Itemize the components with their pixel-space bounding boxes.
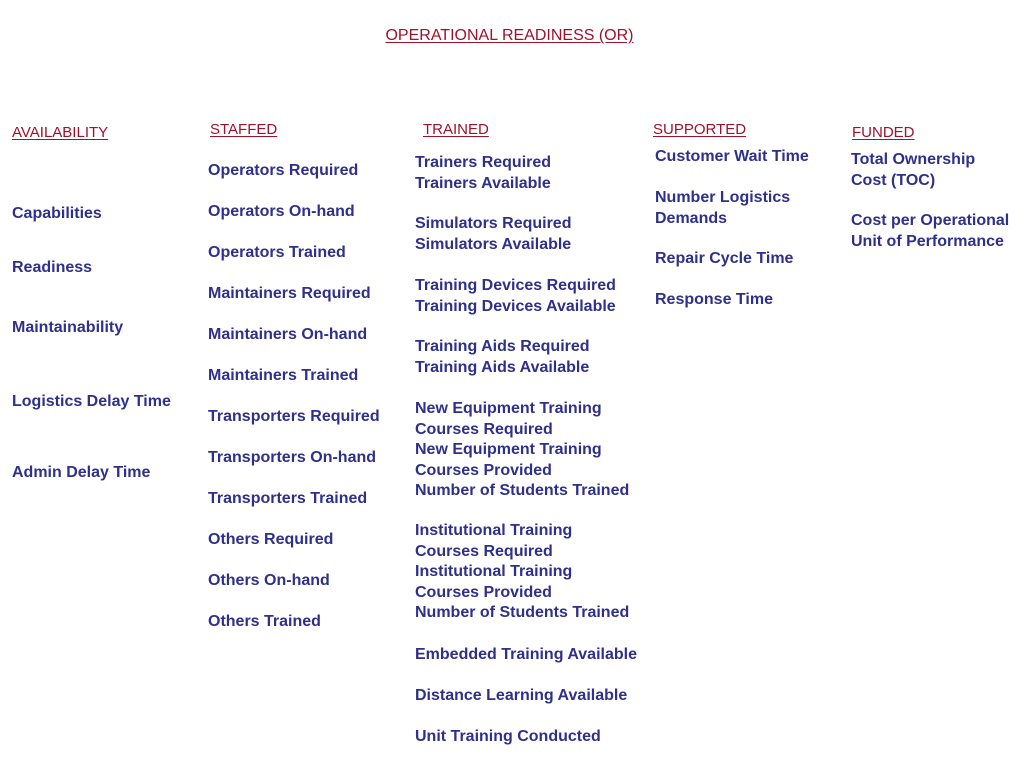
supported-item: Repair Cycle Time xyxy=(655,250,794,267)
staffed-item: Operators On-hand xyxy=(208,203,355,220)
staffed-item: Others Required xyxy=(208,531,334,548)
staffed-item: Others Trained xyxy=(208,613,321,630)
trained-item: Distance Learning Available xyxy=(415,687,628,704)
availability-heading: AVAILABILITY xyxy=(12,124,109,141)
supported-item: Response Time xyxy=(655,291,773,308)
supported-heading: SUPPORTED xyxy=(653,121,747,138)
supported-item: Customer Wait Time xyxy=(655,148,809,165)
staffed-item: Maintainers Required xyxy=(208,285,371,302)
funded-heading: FUNDED xyxy=(852,124,915,141)
trained-item: Unit Training Conducted xyxy=(415,728,601,745)
trained-item: Simulators Required Simulators Available xyxy=(415,215,572,253)
funded-item: Total Ownership Cost (TOC) xyxy=(851,151,976,189)
trained-item: Embedded Training Available xyxy=(415,646,637,663)
staffed-item: Maintainers On-hand xyxy=(208,326,368,343)
staffed-item: Transporters Required xyxy=(208,408,380,425)
staffed-item: Others On-hand xyxy=(208,572,330,589)
page-title: OPERATIONAL READINESS (OR) xyxy=(385,27,634,44)
staffed-item: Operators Required xyxy=(208,162,359,179)
staffed-item: Maintainers Trained xyxy=(208,367,359,384)
supported-item: Number Logistics Demands xyxy=(655,189,791,227)
availability-item: Readiness xyxy=(12,259,93,276)
staffed-item: Transporters On-hand xyxy=(208,449,377,466)
trained-heading: TRAINED xyxy=(423,121,489,138)
trained-item: Trainers Required Trainers Available xyxy=(415,154,552,192)
funded-item: Cost per Operational Unit of Performance xyxy=(851,212,1010,250)
availability-item: Maintainability xyxy=(12,319,124,336)
trained-item: New Equipment Training Courses Required New Equipment Training Courses Provided Number of Students Trained xyxy=(415,400,630,499)
staffed-heading: STAFFED xyxy=(210,121,278,138)
trained-item: Training Aids Required Training Aids Available xyxy=(415,338,590,376)
trained-item: Institutional Training Courses Required Institutional Training Courses Provided Number of Students Trained xyxy=(415,522,630,621)
availability-item: Capabilities xyxy=(12,205,102,222)
availability-item: Admin Delay Time xyxy=(12,464,151,481)
availability-item: Logistics Delay Time xyxy=(12,393,171,410)
staffed-item: Transporters Trained xyxy=(208,490,368,507)
staffed-item: Operators Trained xyxy=(208,244,346,261)
trained-item: Training Devices Required Training Devices Available xyxy=(415,277,616,315)
